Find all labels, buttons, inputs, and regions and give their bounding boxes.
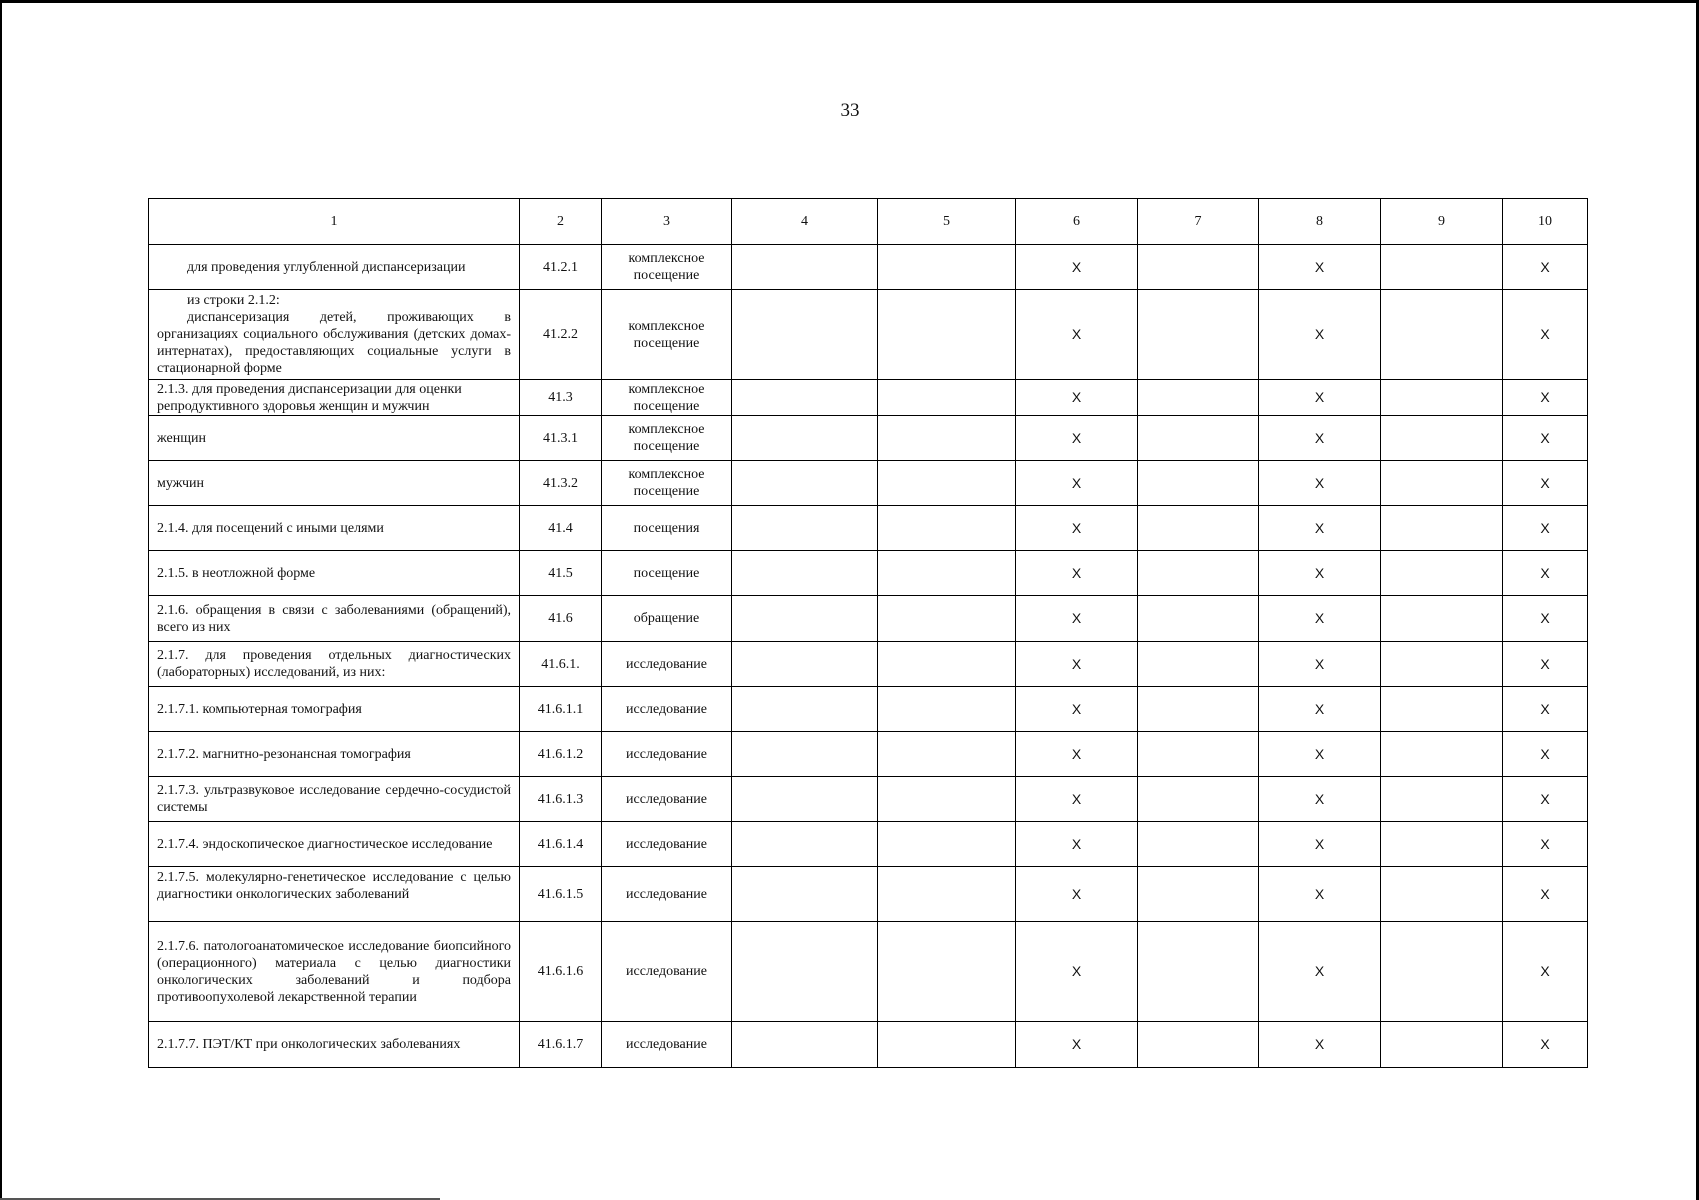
- header-cell: 7: [1138, 199, 1259, 245]
- row-cell-8: X: [1259, 822, 1381, 867]
- row-cell-9: [1381, 416, 1503, 461]
- row-cell-7: [1138, 245, 1259, 290]
- table-row: [149, 822, 1588, 867]
- row-cell-5: [878, 867, 1016, 922]
- row-cell-9: [1381, 290, 1503, 380]
- header-row: [149, 199, 1588, 245]
- row-cell-7: [1138, 732, 1259, 777]
- scan-edge-top: [0, 0, 1699, 3]
- row-cell-4: [732, 290, 878, 380]
- row-cell-9: [1381, 922, 1503, 1022]
- row-cell-6: X: [1016, 245, 1138, 290]
- row-cell-4: [732, 687, 878, 732]
- row-name: 2.1.7.3. ультразвуковое исследование сердечно-сосудистой системы: [149, 777, 520, 822]
- row-cell-6: X: [1016, 922, 1138, 1022]
- row-cell-7: [1138, 290, 1259, 380]
- row-name: 2.1.7.2. магнитно-резонансная томография: [149, 732, 520, 777]
- row-cell-9: [1381, 551, 1503, 596]
- row-cell-6: X: [1016, 290, 1138, 380]
- row-cell-7: [1138, 1022, 1259, 1068]
- row-cell-4: [732, 506, 878, 551]
- row-code: 41.6.1.3: [520, 777, 602, 822]
- row-cell-10: X: [1503, 596, 1588, 642]
- row-cell-5: [878, 506, 1016, 551]
- row-cell-9: [1381, 822, 1503, 867]
- row-cell-10: X: [1503, 777, 1588, 822]
- table-row: [149, 732, 1588, 777]
- row-cell-8: X: [1259, 551, 1381, 596]
- row-cell-8: X: [1259, 922, 1381, 1022]
- row-name: 2.1.7.7. ПЭТ/КТ при онкологических заболеваниях: [149, 1022, 520, 1068]
- row-cell-5: [878, 416, 1016, 461]
- row-cell-10: X: [1503, 922, 1588, 1022]
- row-cell-4: [732, 867, 878, 922]
- row-cell-7: [1138, 416, 1259, 461]
- row-cell-10: X: [1503, 642, 1588, 687]
- row-unit: исследование: [602, 922, 732, 1022]
- row-code: 41.3.1: [520, 416, 602, 461]
- row-cell-7: [1138, 867, 1259, 922]
- row-name: для проведения углубленной диспансеризации: [149, 245, 520, 290]
- row-cell-10: X: [1503, 867, 1588, 922]
- row-name: женщин: [149, 416, 520, 461]
- scan-edge-left: [0, 0, 2, 1200]
- row-cell-9: [1381, 777, 1503, 822]
- row-cell-4: [732, 461, 878, 506]
- header-cell: 3: [602, 199, 732, 245]
- row-cell-5: [878, 822, 1016, 867]
- row-cell-10: X: [1503, 290, 1588, 380]
- row-code: 41.6.1.7: [520, 1022, 602, 1068]
- table-row: [149, 867, 1588, 922]
- row-cell-9: [1381, 687, 1503, 732]
- row-name: 2.1.3. для проведения диспансеризации для оценки репродуктивного здоровья женщин и мужчин: [149, 380, 520, 416]
- row-cell-10: X: [1503, 687, 1588, 732]
- row-cell-9: [1381, 461, 1503, 506]
- table-row: [149, 596, 1588, 642]
- row-cell-6: X: [1016, 596, 1138, 642]
- row-cell-5: [878, 687, 1016, 732]
- table-row: [149, 922, 1588, 1022]
- table-row: [149, 1022, 1588, 1068]
- header-cell: 8: [1259, 199, 1381, 245]
- row-code: 41.4: [520, 506, 602, 551]
- row-cell-5: [878, 551, 1016, 596]
- page-number: 33: [840, 100, 860, 121]
- row-cell-6: X: [1016, 642, 1138, 687]
- row-cell-5: [878, 777, 1016, 822]
- row-cell-4: [732, 551, 878, 596]
- row-code: 41.3.2: [520, 461, 602, 506]
- row-cell-5: [878, 596, 1016, 642]
- row-cell-9: [1381, 245, 1503, 290]
- row-name: мужчин: [149, 461, 520, 506]
- row-cell-9: [1381, 642, 1503, 687]
- row-cell-5: [878, 461, 1016, 506]
- table-row: [149, 380, 1588, 416]
- row-cell-8: X: [1259, 245, 1381, 290]
- row-cell-4: [732, 245, 878, 290]
- row-cell-8: X: [1259, 596, 1381, 642]
- row-cell-7: [1138, 380, 1259, 416]
- header-cell: 1: [149, 199, 520, 245]
- row-cell-4: [732, 380, 878, 416]
- row-code: 41.6.1.2: [520, 732, 602, 777]
- row-cell-7: [1138, 777, 1259, 822]
- row-code: 41.6.1.5: [520, 867, 602, 922]
- row-unit: исследование: [602, 822, 732, 867]
- row-cell-5: [878, 245, 1016, 290]
- row-cell-9: [1381, 380, 1503, 416]
- row-cell-8: X: [1259, 687, 1381, 732]
- row-name-line: из строки 2.1.2:: [187, 293, 280, 308]
- row-cell-9: [1381, 732, 1503, 777]
- row-unit: исследование: [602, 642, 732, 687]
- row-cell-6: X: [1016, 822, 1138, 867]
- row-code: 41.6: [520, 596, 602, 642]
- row-cell-6: X: [1016, 506, 1138, 551]
- table-row: [149, 777, 1588, 822]
- row-cell-6: X: [1016, 687, 1138, 732]
- row-cell-8: X: [1259, 506, 1381, 551]
- row-cell-7: [1138, 461, 1259, 506]
- table-row: [149, 687, 1588, 732]
- row-code: 41.6.1.6: [520, 922, 602, 1022]
- row-cell-8: X: [1259, 642, 1381, 687]
- header-cell: 4: [732, 199, 878, 245]
- row-unit: исследование: [602, 687, 732, 732]
- row-cell-7: [1138, 922, 1259, 1022]
- row-cell-10: X: [1503, 461, 1588, 506]
- row-name: 2.1.7. для проведения отдельных диагностических (лабораторных) исследований, из них:: [149, 642, 520, 687]
- row-cell-8: X: [1259, 380, 1381, 416]
- row-unit: исследование: [602, 777, 732, 822]
- row-cell-5: [878, 732, 1016, 777]
- row-cell-10: X: [1503, 1022, 1588, 1068]
- table-row: [149, 290, 1588, 380]
- header-cell: 10: [1503, 199, 1588, 245]
- row-name: 2.1.6. обращения в связи с заболеваниями (обращений), всего из них: [149, 596, 520, 642]
- row-code: 41.6.1.1: [520, 687, 602, 732]
- row-unit: исследование: [602, 1022, 732, 1068]
- header-cell: 6: [1016, 199, 1138, 245]
- row-cell-4: [732, 416, 878, 461]
- table-row: [149, 551, 1588, 596]
- row-name: 2.1.5. в неотложной форме: [149, 551, 520, 596]
- row-cell-4: [732, 922, 878, 1022]
- row-name: 2.1.7.4. эндоскопическое диагностическое исследование: [149, 822, 520, 867]
- row-code: 41.6.1.4: [520, 822, 602, 867]
- row-name: 2.1.7.6. патологоанатомическое исследование биопсийного (операционного) материала с целью диагностики онкологических заболеваний и подбора противоопухолевой лекарственной терапии: [149, 922, 520, 1022]
- row-cell-6: X: [1016, 867, 1138, 922]
- row-unit: исследование: [602, 867, 732, 922]
- row-unit: комплексное посещение: [602, 290, 732, 380]
- table-row: [149, 416, 1588, 461]
- row-cell-5: [878, 1022, 1016, 1068]
- row-cell-8: X: [1259, 732, 1381, 777]
- row-cell-8: X: [1259, 777, 1381, 822]
- row-cell-7: [1138, 822, 1259, 867]
- row-unit: комплексное посещение: [602, 245, 732, 290]
- row-name: [149, 290, 520, 380]
- row-cell-5: [878, 642, 1016, 687]
- row-cell-8: X: [1259, 867, 1381, 922]
- row-unit: посещения: [602, 506, 732, 551]
- row-cell-6: X: [1016, 461, 1138, 506]
- row-cell-7: [1138, 506, 1259, 551]
- row-name: 2.1.4. для посещений с иными целями: [149, 506, 520, 551]
- row-cell-9: [1381, 1022, 1503, 1068]
- row-cell-8: X: [1259, 461, 1381, 506]
- row-cell-8: X: [1259, 290, 1381, 380]
- row-unit: исследование: [602, 732, 732, 777]
- row-cell-9: [1381, 506, 1503, 551]
- row-cell-7: [1138, 642, 1259, 687]
- row-cell-4: [732, 1022, 878, 1068]
- row-cell-4: [732, 732, 878, 777]
- row-cell-10: X: [1503, 506, 1588, 551]
- row-cell-9: [1381, 867, 1503, 922]
- row-cell-10: X: [1503, 732, 1588, 777]
- indicators-table: [148, 198, 1588, 1068]
- row-cell-7: [1138, 687, 1259, 732]
- row-cell-4: [732, 777, 878, 822]
- row-name-line: диспансеризация детей, проживающих в организациях социального обслуживания (детских домах-интернатах), предоставляющих социальные услуги в стационарной форме: [157, 310, 511, 376]
- row-cell-9: [1381, 596, 1503, 642]
- row-unit: комплексное посещение: [602, 416, 732, 461]
- row-code: 41.2.1: [520, 245, 602, 290]
- row-cell-7: [1138, 596, 1259, 642]
- row-cell-10: X: [1503, 245, 1588, 290]
- header-cell: 2: [520, 199, 602, 245]
- row-cell-6: X: [1016, 1022, 1138, 1068]
- row-cell-6: X: [1016, 732, 1138, 777]
- row-cell-5: [878, 380, 1016, 416]
- row-code: 41.5: [520, 551, 602, 596]
- row-cell-10: X: [1503, 822, 1588, 867]
- row-cell-8: X: [1259, 416, 1381, 461]
- row-cell-10: X: [1503, 380, 1588, 416]
- row-cell-4: [732, 822, 878, 867]
- row-unit: комплексное посещение: [602, 380, 732, 416]
- row-code: 41.3: [520, 380, 602, 416]
- header-cell: 5: [878, 199, 1016, 245]
- table-row: [149, 642, 1588, 687]
- row-cell-6: X: [1016, 777, 1138, 822]
- header-cell: 9: [1381, 199, 1503, 245]
- row-cell-5: [878, 290, 1016, 380]
- row-unit: посещение: [602, 551, 732, 596]
- row-cell-8: X: [1259, 1022, 1381, 1068]
- row-cell-6: X: [1016, 416, 1138, 461]
- row-cell-4: [732, 596, 878, 642]
- row-cell-7: [1138, 551, 1259, 596]
- row-unit: комплексное посещение: [602, 461, 732, 506]
- table-row: [149, 245, 1588, 290]
- row-name: 2.1.7.5. молекулярно-генетическое исследование с целью диагностики онкологических заболеваний: [149, 867, 520, 922]
- row-cell-6: X: [1016, 551, 1138, 596]
- table-row: [149, 506, 1588, 551]
- row-name: 2.1.7.1. компьютерная томография: [149, 687, 520, 732]
- row-code: 41.2.2: [520, 290, 602, 380]
- row-cell-5: [878, 922, 1016, 1022]
- row-cell-10: X: [1503, 551, 1588, 596]
- table-row: [149, 461, 1588, 506]
- row-cell-4: [732, 642, 878, 687]
- row-cell-6: X: [1016, 380, 1138, 416]
- row-code: 41.6.1.: [520, 642, 602, 687]
- row-unit: обращение: [602, 596, 732, 642]
- row-cell-10: X: [1503, 416, 1588, 461]
